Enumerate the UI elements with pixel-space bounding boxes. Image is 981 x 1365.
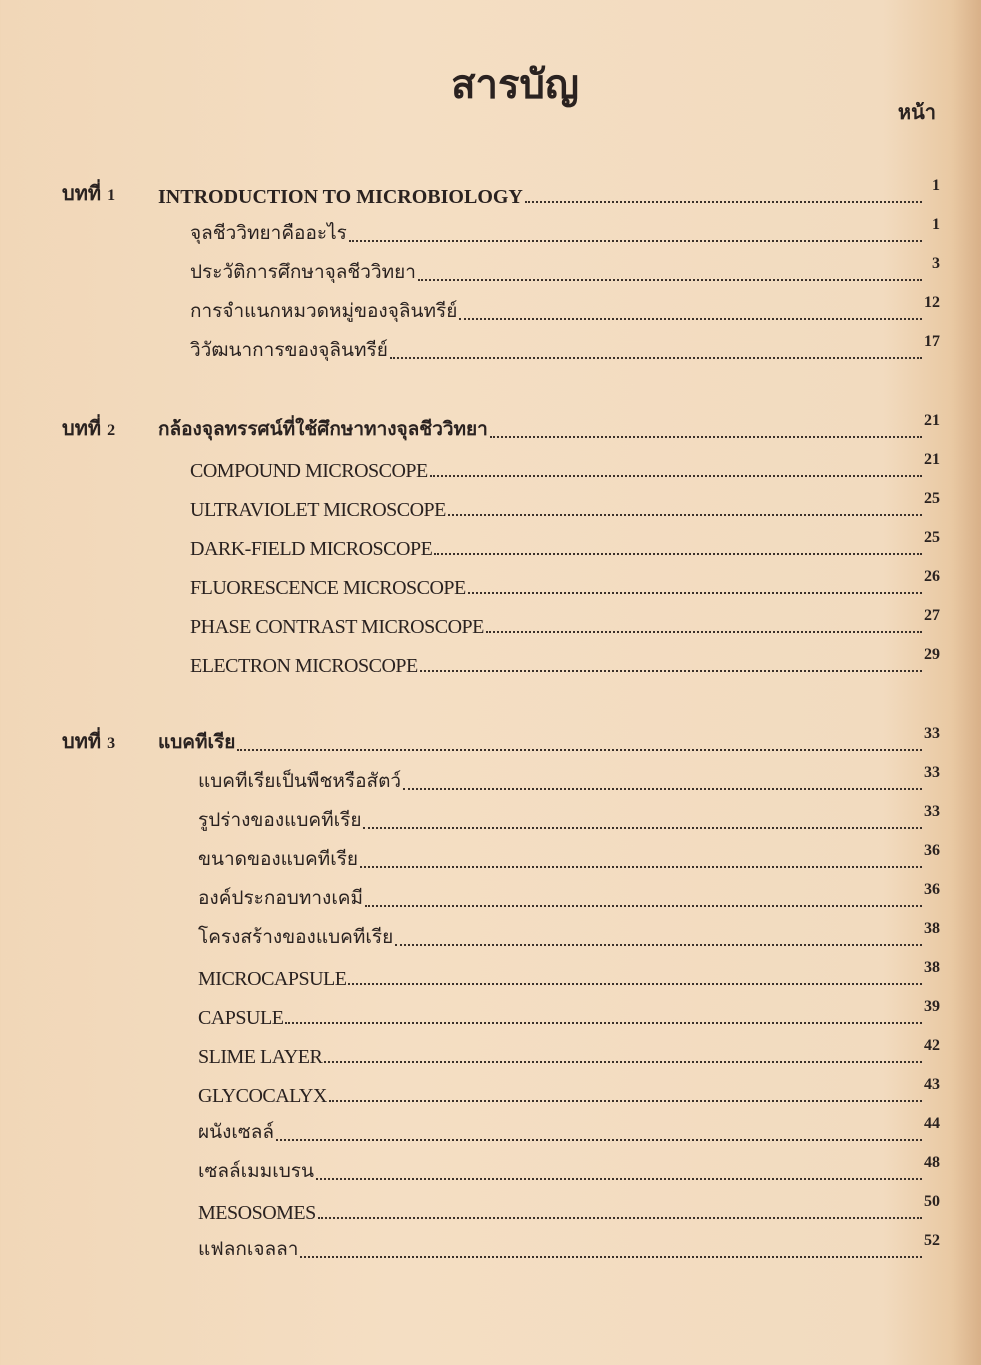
toc-entry[interactable] [62, 1147, 940, 1186]
page-number: 33 [924, 725, 940, 742]
page-number: 36 [924, 842, 940, 859]
dot-leader [324, 1061, 922, 1063]
dot-leader [395, 944, 922, 946]
chapter-row[interactable] [62, 170, 940, 209]
toc-entry[interactable] [62, 1108, 940, 1147]
toc-entry[interactable] [62, 639, 940, 678]
page-number: 50 [924, 1193, 940, 1210]
dot-leader [276, 1139, 922, 1141]
toc-entry[interactable] [62, 835, 940, 874]
page-title: สารบัญ [451, 62, 579, 108]
dot-leader [237, 749, 922, 751]
dot-leader [490, 436, 922, 438]
toc-entry[interactable] [62, 1069, 940, 1108]
toc-entry[interactable] [62, 287, 940, 326]
dot-leader [329, 1100, 922, 1102]
dot-leader [363, 827, 922, 829]
table-of-contents [62, 170, 940, 1304]
page-number: 33 [924, 803, 940, 820]
entry-title: CAPSULE [198, 1007, 284, 1029]
entry-title: PHASE CONTRAST MICROSCOPE [190, 616, 484, 638]
dot-leader [418, 279, 922, 281]
page-number: 42 [924, 1037, 940, 1054]
dot-leader [316, 1178, 922, 1180]
page-number: 27 [924, 607, 940, 624]
page-number: 44 [924, 1115, 940, 1132]
dot-leader [420, 670, 922, 672]
page-number: 29 [924, 646, 940, 663]
chapter-row[interactable] [62, 718, 940, 757]
entry-title: แบคทีเรียเป็นพืชหรือสัตว์ [198, 770, 402, 792]
dot-leader [486, 631, 922, 633]
toc-entry[interactable] [62, 757, 940, 796]
toc-entry[interactable] [62, 1225, 940, 1264]
toc-entry[interactable] [62, 248, 940, 287]
page-number: 38 [924, 959, 940, 976]
entry-title: ประวัติการศึกษาจุลชีววิทยา [190, 261, 416, 283]
page-number: 39 [924, 998, 940, 1015]
page-number: 21 [924, 412, 940, 429]
toc-entry[interactable] [62, 522, 940, 561]
toc-entry[interactable] [62, 991, 940, 1030]
toc-entry[interactable] [62, 444, 940, 483]
toc-entry[interactable] [62, 952, 940, 991]
dot-leader [365, 905, 922, 907]
entry-title: จุลชีววิทยาคืออะไร [190, 222, 347, 244]
chapter-title: INTRODUCTION TO MICROBIOLOGY [158, 186, 523, 208]
entry-title: ขนาดของแบคทีเรีย [198, 848, 359, 870]
dot-leader [468, 592, 922, 594]
entry-title: เซลล์เมมเบรน [198, 1160, 314, 1182]
chapter-1 [62, 170, 940, 365]
entry-title: GLYCOCALYX [198, 1085, 327, 1107]
toc-entry[interactable] [62, 483, 940, 522]
entry-title: ELECTRON MICROSCOPE [190, 655, 418, 677]
dot-leader [318, 1217, 922, 1219]
entry-title: การจำแนกหมวดหมู่ของจุลินทรีย์ [190, 300, 458, 322]
chapter-label: บทที่ 1 [62, 181, 116, 205]
toc-entry[interactable] [62, 209, 940, 248]
dot-leader [430, 475, 922, 477]
page-number: 26 [924, 568, 940, 585]
dot-leader [525, 201, 922, 203]
chapter-label: บทที่ 3 [62, 729, 116, 753]
dot-leader [300, 1256, 922, 1258]
entry-title: ผนังเซลล์ [198, 1121, 275, 1143]
page-number: 21 [924, 451, 940, 468]
entry-title: MESOSOMES [198, 1202, 316, 1224]
page-number: 36 [924, 881, 940, 898]
dot-leader [285, 1022, 922, 1024]
dot-leader [448, 514, 922, 516]
page-number: 17 [924, 333, 940, 350]
entry-title: MICROCAPSULE [198, 968, 347, 990]
entry-title: FLUORESCENCE MICROSCOPE [190, 577, 466, 599]
page-number: 33 [924, 764, 940, 781]
dot-leader [459, 318, 922, 320]
entry-title: COMPOUND MICROSCOPE [190, 460, 428, 482]
toc-entry[interactable] [62, 1186, 940, 1225]
toc-entry[interactable] [62, 326, 940, 365]
dot-leader [403, 788, 922, 790]
chapter-row[interactable] [62, 405, 940, 444]
page-number: 38 [924, 920, 940, 937]
toc-entry[interactable] [62, 600, 940, 639]
toc-entry[interactable] [62, 796, 940, 835]
dot-leader [348, 983, 922, 985]
page-number: 48 [924, 1154, 940, 1171]
entry-title: โครงสร้างของแบคทีเรีย [198, 926, 394, 948]
toc-entry[interactable] [62, 561, 940, 600]
entry-title: แฟลกเจลลา [198, 1238, 299, 1260]
dot-leader [434, 553, 922, 555]
page-number: 43 [924, 1076, 940, 1093]
chapter-label: บทที่ 2 [62, 416, 116, 440]
entry-title: วิวัฒนาการของจุลินทรีย์ [190, 339, 388, 361]
chapter-title: แบคทีเรีย [158, 731, 236, 753]
entry-title: รูปร่างของแบคทีเรีย [198, 809, 362, 831]
toc-entry[interactable] [62, 1030, 940, 1069]
chapter-3 [62, 718, 940, 1264]
dot-leader [349, 240, 922, 242]
page-number: 25 [924, 490, 940, 507]
page-column-header: หน้า [897, 100, 936, 124]
entry-title: ULTRAVIOLET MICROSCOPE [190, 499, 446, 521]
page-number: 25 [924, 529, 940, 546]
page-number: 1 [932, 216, 940, 233]
page-number: 3 [932, 255, 940, 272]
page-number: 1 [932, 177, 940, 194]
dot-leader [360, 866, 922, 868]
page-number: 52 [924, 1232, 940, 1249]
entry-title: DARK-FIELD MICROSCOPE [190, 538, 433, 560]
entry-title: องค์ประกอบทางเคมี [198, 887, 364, 909]
chapter-2 [62, 405, 940, 678]
entry-title: SLIME LAYER [198, 1046, 323, 1068]
dot-leader [390, 357, 922, 359]
page-number: 12 [924, 294, 940, 311]
chapter-title: กล้องจุลทรรศน์ที่ใช้ศึกษาทางจุลชีววิทยา [158, 418, 488, 440]
toc-entry[interactable] [62, 874, 940, 913]
toc-entry[interactable] [62, 913, 940, 952]
